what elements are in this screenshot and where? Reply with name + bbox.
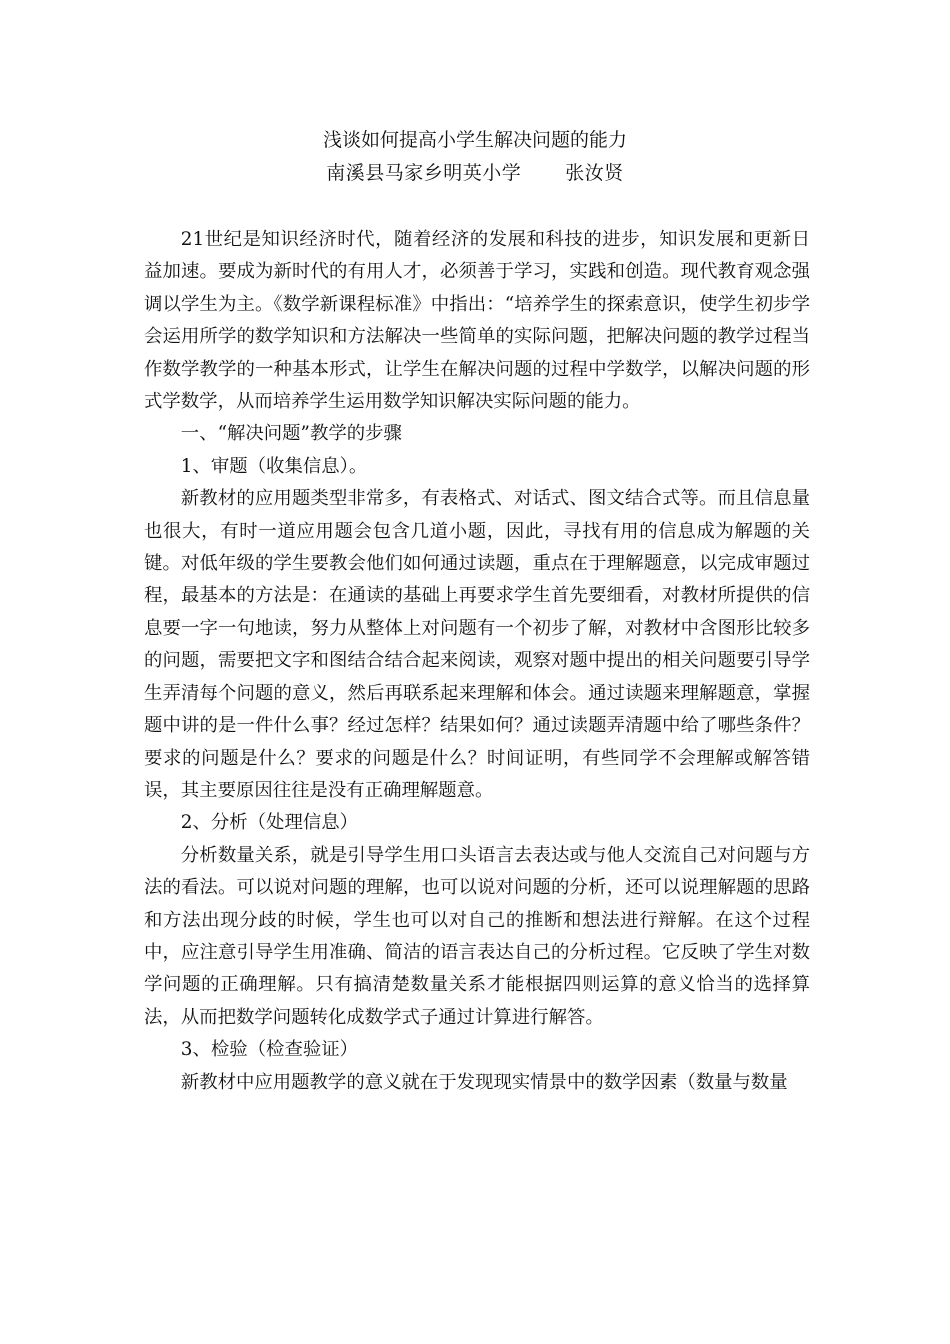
- author-name: 张汝贤: [565, 162, 624, 184]
- step-heading-2: 2、分析（处理信息）: [180, 812, 359, 834]
- step-heading-1: 1、审题（收集信息）。: [180, 455, 368, 477]
- author-line: [0, 159, 950, 187]
- intro-paragraph: 21世纪是知识经济时代，随着经济的发展和科技的进步，知识发展和更新日益加速。要成为新时代的有用人才，必须善于学习，实践和创造。现代教育观念强调以学生为主。《数学新课程标准》中指出：“培养学生的探索意识，使学生初步学会运用所学的数学知识和方法解决一些简单的实际问题，把解决问题的教学过程当作数学教学的一种基本形式，让学生在解决问题的过程中学数学，以解决问题的形式学数学，从而培养学生运用数学知识解决实际问题的能力。: [144, 229, 810, 413]
- step-paragraph-1: 新教材的应用题类型非常多，有表格式、对话式、图文结合式等。而且信息量也很大，有时一道应用题会包含几道小题，因此，寻找有用的信息成为解题的关键。对低年级的学生要教会他们如何通过读题，重点在于理解题意，以完成审题过程，最基本的方法是：在通读的基础上再要求学生首先要细看，对教材所提供的信息要一字一句地读，努力从整体上对问题有一个初步了解，对教材中含图形比较多的问题，需要把文字和图结合结合起来阅读，观察对题中提出的相关问题要引导学生弄清每个问题的意义，然后再联系起来理解和体会。通过读题来理解题意，掌握题中讲的是一件什么事？经过怎样？结果如何？通过读题弄清题中给了哪些条件？要求的问题是什么？要求的问题是什么？时间证明，有些同学不会理解或解答错误，其主要原因往往是没有正确理解题意。: [144, 488, 810, 801]
- step-heading-3: 3、检验（检查验证）: [180, 1039, 359, 1061]
- school-name: 南溪县马家乡明英小学: [326, 162, 522, 184]
- document-body: [144, 224, 810, 1099]
- step-paragraph-3: 新教材中应用题教学的意义就在于发现现实情景中的数学因素（数量与数量: [180, 1071, 788, 1093]
- step-paragraph-2: 分析数量关系，就是引导学生用口头语言去表达或与他人交流自己对问题与方法的看法。可以说对问题的理解，也可以说对问题的分析，还可以说理解题的思路和方法出现分歧的时候，学生也可以对自己的推断和想法进行辩解。在这个过程中，应注意引导学生用准确、简洁的语言表达自己的分析过程。它反映了学生对数学问题的正确理解。只有搞清楚数量关系才能根据四则运算的意义恰当的选择算法，从而把数学问题转化成数学式子通过计算进行解答。: [144, 844, 810, 1028]
- section-heading-1: 一、“解决问题”教学的步骤: [180, 423, 402, 445]
- document-title: 浅谈如何提高小学生解决问题的能力: [322, 129, 627, 151]
